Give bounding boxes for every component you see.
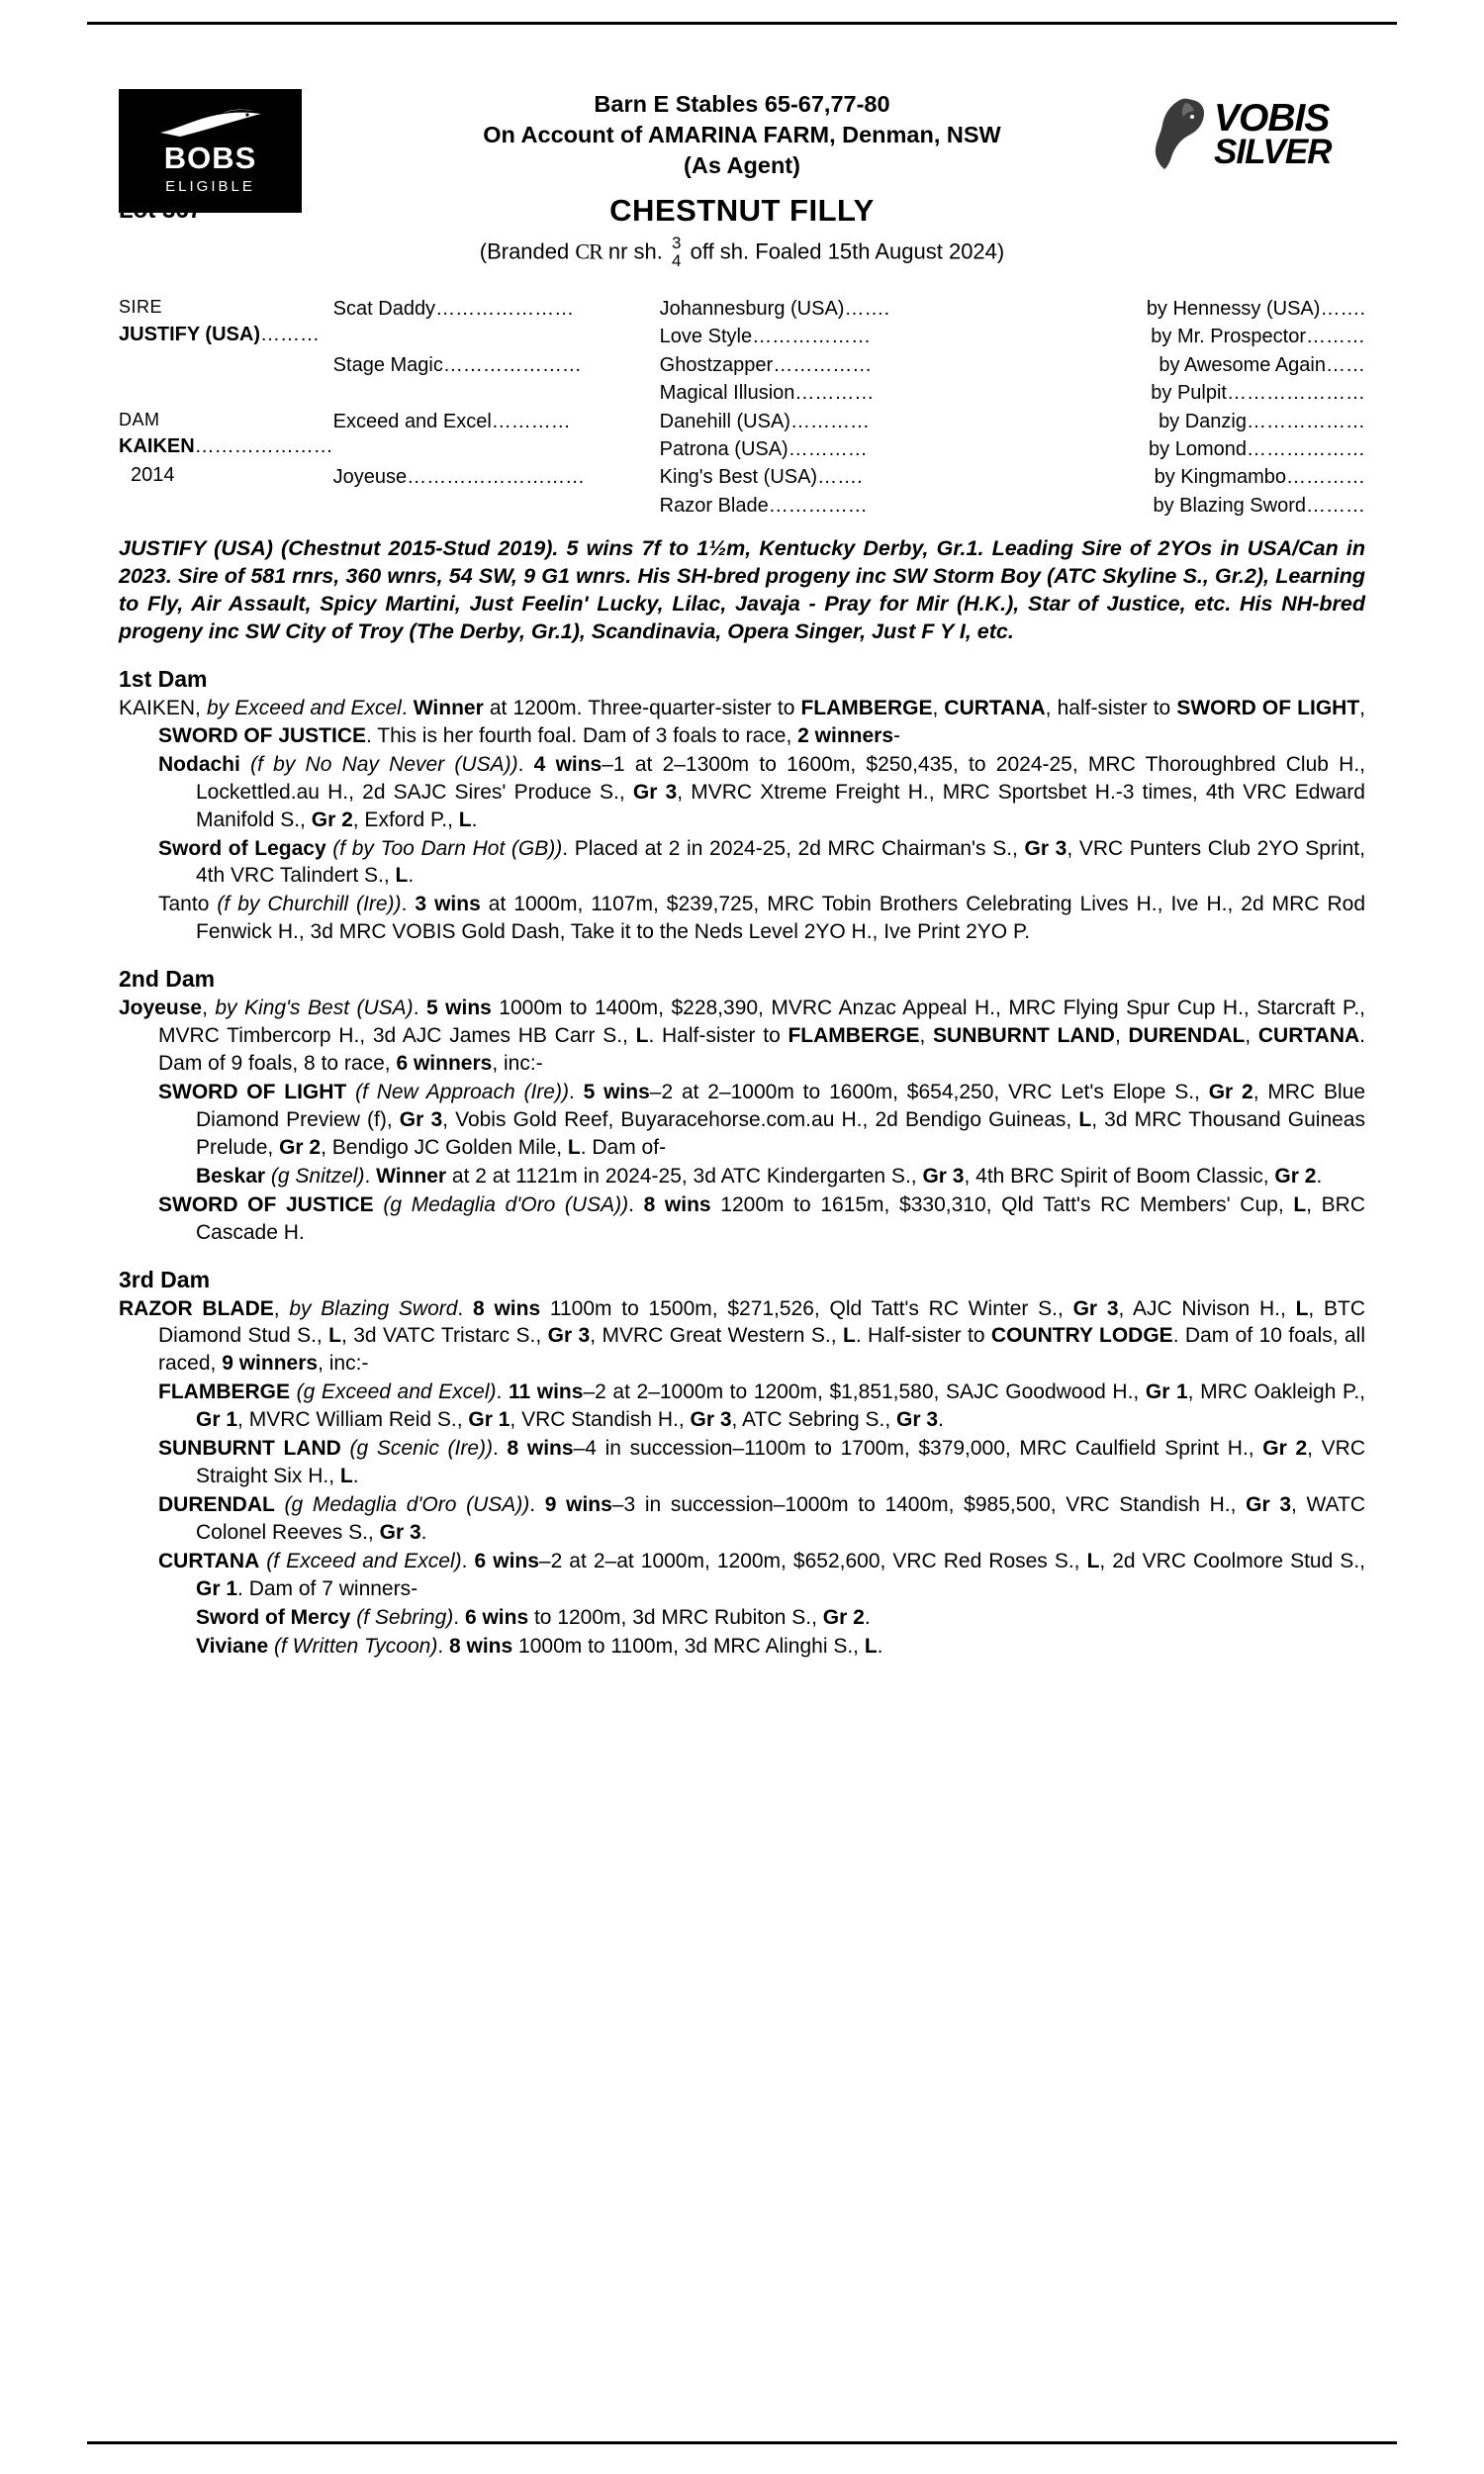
gen3-sire: Love Style: [659, 326, 753, 348]
gen3-dam: by Hennessy (USA): [1146, 298, 1321, 321]
progeny-entry: Sword of Mercy (f Sebring). 6 wins to 1200m, 3d MRC Rubiton S., Gr 2.: [196, 1605, 871, 1629]
gen3-dam-dots: ……: [1326, 353, 1365, 376]
dam-name: KAIKEN: [119, 435, 195, 458]
gen3-line: [660, 379, 1365, 407]
page-header: [119, 89, 1365, 269]
gen2-cell: [333, 295, 660, 351]
sire-cell: [119, 295, 333, 408]
vobis-silver-logo: [1153, 91, 1365, 178]
gen3-sire: Magical Illusion: [659, 382, 795, 405]
progeny-entry: SWORD OF JUSTICE (g Medaglia d'Oro (USA)). 8 wins 1200m to 1615m, $330,310, Qld Tatt's RC Members' Cup, L, BRC Cascade H.: [158, 1192, 1365, 1244]
gen3-dam-dots: …….: [1320, 298, 1365, 321]
gen3-dam-dots: …………: [1286, 466, 1365, 489]
brand-fraction: [672, 235, 681, 269]
fraction-denominator: 4: [672, 251, 682, 271]
gen3-line: [660, 435, 1365, 463]
dam-heading: 1st Dam: [119, 665, 208, 692]
gen3-dam-dots: ………………: [1247, 410, 1365, 432]
brand-mark: CR: [575, 238, 603, 264]
page-content: [119, 89, 1365, 1662]
gen3-line: [660, 463, 1365, 491]
gen3-line: [660, 323, 1365, 350]
sire-dots: ………: [259, 323, 320, 345]
bottom-rule: [87, 2441, 1397, 2444]
gen2-name: Scat Daddy: [332, 298, 436, 321]
gen2-name: Exceed and Excel: [332, 410, 492, 432]
gen3-line: [660, 492, 1365, 520]
progeny-entry: SUNBURNT LAND (g Scenic (Ire)). 8 wins–4 in succession–1100m to 1700m, $379,000, MRC Caulfield Sprint H., Gr 2, VRC Straight Six H., L.: [158, 1437, 1365, 1488]
bobs-horse-icon: [156, 107, 265, 141]
progeny-entry: Viviane (f Written Tycoon). 8 wins 1000m to 1100m, 3d MRC Alinghi S., L.: [196, 1634, 883, 1658]
horse-head-icon: [1153, 97, 1208, 172]
gen3-cell: [660, 295, 1365, 351]
dam-heading: 2nd Dam: [119, 966, 216, 993]
progeny-entry: CURTANA (f Exceed and Excel). 6 wins–2 at 2–at 1000m, 1200m, $652,600, VRC Red Roses S., L, 2d VRC Coolmore Stud S., Gr 1. Dam of 7 winners-: [158, 1549, 1365, 1600]
dam-dots: …………………: [194, 435, 333, 458]
dam-sections: [119, 666, 1365, 1661]
gen3-dam-dots: …………………: [1227, 382, 1365, 405]
gen3-dam: by Pulpit: [1151, 382, 1227, 405]
gen3-cell: [660, 463, 1365, 520]
gen3-sire-dots: …………: [788, 438, 868, 460]
branded-mid: nr sh.: [607, 238, 663, 264]
gen2-dots: …………: [491, 410, 571, 432]
dam-section: [119, 966, 1365, 1246]
gen3-dam: by Awesome Again: [1159, 353, 1326, 376]
gen2-cell: [333, 463, 660, 520]
gen3-line: [660, 351, 1365, 379]
progeny-entry: SWORD OF LIGHT (f New Approach (Ire)). 5 wins–2 at 2–1000m to 1600m, $654,250, VRC Let's Elope S., Gr 2, MRC Blue Diamond Preview (f), Gr 3, Vobis Gold Reef, Buyaracehorse.com.au H., 2d Bendigo Guineas, L, 3d MRC Thousand Guineas Prelude, Gr 2, Bendigo JC Golden Mile, L. Dam of-: [158, 1080, 1366, 1159]
gen3-cell: [660, 351, 1365, 408]
gen2-name: Stage Magic: [332, 353, 443, 376]
progeny-entry: Beskar (g Snitzel). Winner at 2 at 1121m in 2024-25, 3d ATC Kindergarten S., Gr 3, 4th BRC Spirit of Boom Classic, Gr 2.: [196, 1164, 1323, 1188]
gen3-sire-dots: …………: [794, 382, 875, 405]
gen2-name: Joyeuse: [332, 466, 408, 489]
agent-line: (As Agent): [684, 152, 800, 179]
branded-pre: (Branded: [479, 238, 570, 264]
account-line: On Account of AMARINA FARM, Denman, NSW: [483, 122, 1001, 148]
sire-blurb: JUSTIFY (USA) (Chestnut 2015-Stud 2019). 5 wins 7f to 1½m, Kentucky Derby, Gr.1. Leading Sire of 2YOs in USA/Can in 2023. Sire of 581 rnrs, 360 wnrs, 54 SW, 9 G1 wnrs. His SH-bred progeny inc SW Storm Boy (ATC Skyline S., Gr.2), Learning to Fly, Air Assault, Spicy Martini, Just Feelin' Lucky, Lilac, Javaja - Pray for Mir (H.K.), Star of Justice, etc. His NH-bred progeny inc SW City of Troy (The Derby, Gr.1), Scandinavia, Opera Singer, Just F Y I, etc.: [119, 536, 1365, 643]
pedigree-row: [119, 295, 1365, 351]
gen3-line: [660, 408, 1365, 435]
barn-line: Barn E Stables 65-67,77-80: [594, 91, 890, 117]
gen3-sire-dots: ……………: [768, 494, 868, 517]
gen3-sire-dots: …………: [789, 410, 870, 432]
gen3-sire-dots: …….: [844, 298, 890, 321]
dam-heading: 3rd Dam: [119, 1266, 211, 1292]
branded-line: [119, 235, 1365, 269]
sire-name: JUSTIFY (USA): [119, 323, 260, 345]
progeny-entry: FLAMBERGE (g Exceed and Excel). 11 wins–2 at 2–1000m to 1200m, $1,851,580, SAJC Goodwood H., Gr 1, MRC Oakleigh P., Gr 1, MVRC William Reid S., Gr 1, VRC Standish H., Gr 3, ATC Sebring S., Gr 3.: [158, 1380, 1365, 1432]
gen2-dots: …………………: [442, 353, 582, 376]
top-rule: [87, 22, 1397, 25]
title-row: [119, 193, 1365, 229]
gen3-sire: Patrona (USA): [659, 438, 788, 460]
gen3-dam: by Lomond: [1149, 438, 1247, 460]
gen3-sire: Johannesburg (USA): [659, 298, 845, 321]
progeny-entry: Tanto (f by Churchill (Ire)). 3 wins at 1000m, 1107m, $239,725, MRC Tobin Brothers Celebrating Lives H., Ive H., 2d MRC Rod Fenwick H., 3d MRC VOBIS Gold Dash, Take it to the Neds Level 2YO H., Ive Print 2YO P.: [158, 893, 1365, 944]
gen3-line: [660, 295, 1365, 323]
pedigree-table: [119, 295, 1365, 520]
lot-number: Lot 367: [119, 197, 203, 225]
gen2-dots: ………………………: [407, 466, 586, 489]
gen2-cell: [333, 351, 660, 408]
progeny-entry: DURENDAL (g Medaglia d'Oro (USA)). 9 wins–3 in succession–1000m to 1400m, $985,500, VRC Standish H., Gr 3, WATC Colonel Reeves S., Gr 3.: [158, 1492, 1365, 1544]
vobis-line1: VOBIS: [1214, 96, 1330, 140]
gen3-sire: King's Best (USA): [659, 466, 818, 489]
gen3-sire: Razor Blade: [659, 494, 769, 517]
progeny-entry: Sword of Legacy (f by Too Darn Hot (GB)). Placed at 2 in 2024-25, 2d MRC Chairman's S., Gr 3, VRC Punters Club 2YO Sprint, 4th VRC Talindert S., L.: [158, 836, 1365, 888]
gen3-dam: by Danzig: [1159, 410, 1247, 432]
gen3-sire-dots: ………………: [752, 326, 872, 348]
gen3-dam: by Mr. Prospector: [1151, 326, 1306, 348]
progeny-entry: Nodachi (f by No Nay Never (USA)). 4 wins–1 at 2–1300m to 1600m, $250,435, to 2024-25, MRC Thoroughbred Club H., Lockettled.au H., 2d SAJC Sires' Produce S., Gr 3, MVRC Xtreme Freight H., MRC Sportsbet H.-3 times, 4th VRC Edward Manifold S., Gr 2, Exford P., L.: [158, 752, 1365, 831]
pedigree-row: [119, 408, 1365, 464]
dam-lead: KAIKEN, by Exceed and Excel. Winner at 1200m. Three-quarter-sister to FLAMBERGE, CURTANA, half-sister to SWORD OF LIGHT, SWORD OF JUSTICE. This is her fourth foal. Dam of 3 foals to race, 2 winners-: [119, 696, 1365, 747]
vobis-line2: SILVER: [1214, 132, 1332, 171]
gen3-dam-dots: ………………: [1247, 438, 1365, 460]
gen3-sire: Ghostzapper: [659, 353, 774, 376]
dam-name-wrap: [119, 432, 333, 460]
sire-label: SIRE: [119, 297, 163, 318]
dam-label: DAM: [119, 409, 160, 429]
gen3-dam-dots: ………: [1306, 494, 1365, 517]
gen3-dam: by Kingmambo: [1154, 466, 1286, 489]
dam-section: [119, 666, 1365, 946]
gen3-dam: by Blazing Sword: [1153, 494, 1306, 517]
gen3-sire-dots: …….: [817, 466, 863, 489]
gen3-sire-dots: ……………: [773, 353, 873, 376]
gen3-dam-dots: ………: [1306, 326, 1365, 348]
gen3-sire: Danehill (USA): [659, 410, 790, 432]
bobs-subtitle: ELIGIBLE: [165, 178, 255, 195]
gen3-cell: [660, 408, 1365, 464]
branded-post: off sh. Foaled 15th August 2024): [690, 238, 1005, 264]
dam-year: 2014: [131, 463, 175, 486]
bobs-title: BOBS: [163, 141, 257, 175]
dam-lead: Joyeuse, by King's Best (USA). 5 wins 1000m to 1400m, $228,390, MVRC Anzac Appeal H., MRC Flying Spur Cup H., Starcraft P., MVRC Timbercorp H., 3d AJC James HB Carr S., L. Half-sister to FLAMBERGE, SUNBURNT LAND, DURENDAL, CURTANA. Dam of 9 foals, 8 to race, 6 winners, inc:-: [119, 997, 1365, 1076]
page-title: CHESTNUT FILLY: [609, 193, 875, 229]
gen2-dots: …………………: [435, 298, 575, 321]
sire-name-wrap: [119, 321, 333, 348]
fraction-numerator: 3: [672, 234, 682, 253]
dam-lead: RAZOR BLADE, by Blazing Sword. 8 wins 1100m to 1500m, $271,526, Qld Tatt's RC Winter S., Gr 3, AJC Nivison H., L, BTC Diamond Stud S., L, 3d VATC Tristarc S., Gr 3, MVRC Great Western S., L. Half-sister to COUNTRY LODGE. Dam of 10 foals, all raced, 9 winners, inc:-: [119, 1296, 1365, 1376]
dam-cell: [119, 408, 333, 521]
gen2-cell: [333, 408, 660, 464]
dam-section: [119, 1267, 1365, 1661]
